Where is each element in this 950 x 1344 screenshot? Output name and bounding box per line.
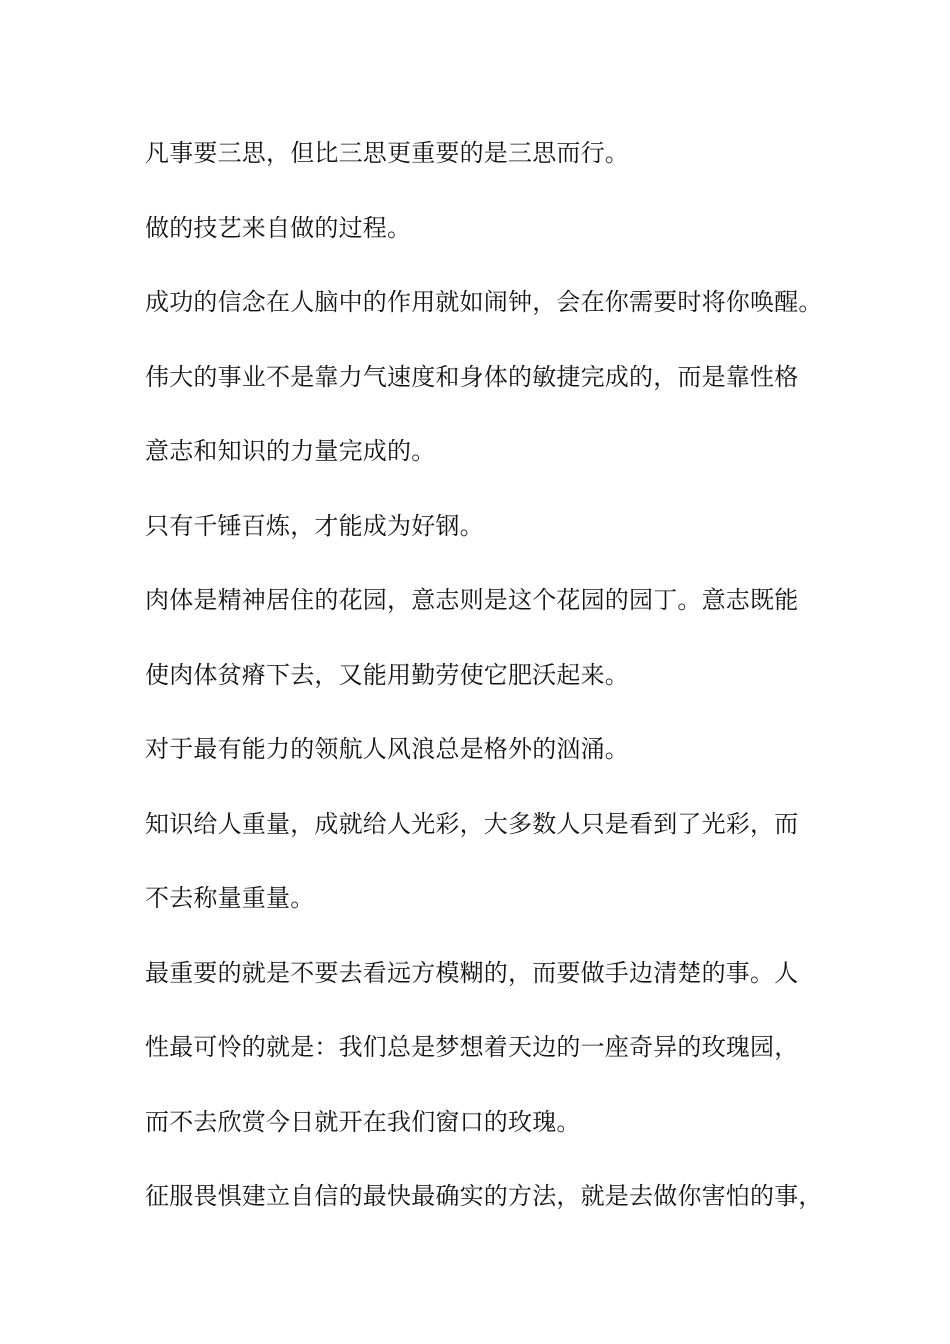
text-line: 凡事要三思，但比三思更重要的是三思而行。 xyxy=(145,139,629,167)
text-line: 成功的信念在人脑中的作用就如闹钟，会在你需要时将你唤醒。 xyxy=(145,288,823,316)
text-line: 对于最有能力的领航人风浪总是格外的汹涌。 xyxy=(145,735,629,763)
text-line: 做的技艺来自做的过程。 xyxy=(145,213,412,242)
text-line: 不去称量重量。 xyxy=(145,884,315,912)
text-line: 而不去欣赏今日就开在我们窗口的玫瑰。 xyxy=(145,1107,581,1136)
text-line: 意志和知识的力量完成的。 xyxy=(145,437,436,465)
text-line: 性最可怜的就是：我们总是梦想着天边的一座奇异的玫瑰园， xyxy=(145,1033,799,1061)
text-line: 使肉体贫瘠下去，又能用勤劳使它肥沃起来。 xyxy=(145,660,629,689)
text-line: 知识给人重量，成就给人光彩，大多数人只是看到了光彩，而 xyxy=(145,809,799,838)
text-line: 征服畏惧建立自信的最快最确实的方法，就是去做你害怕的事， xyxy=(145,1182,823,1210)
document-body xyxy=(145,130,835,1248)
text-line: 最重要的就是不要去看远方模糊的，而要做手边清楚的事。人 xyxy=(145,958,799,987)
text-line: 伟大的事业不是靠力气速度和身体的敏捷完成的，而是靠性格 xyxy=(145,362,799,391)
text-line: 只有千锤百炼，才能成为好钢。 xyxy=(145,511,484,540)
text-line: 肉体是精神居住的花园，意志则是这个花园的园丁。意志既能 xyxy=(145,586,799,614)
